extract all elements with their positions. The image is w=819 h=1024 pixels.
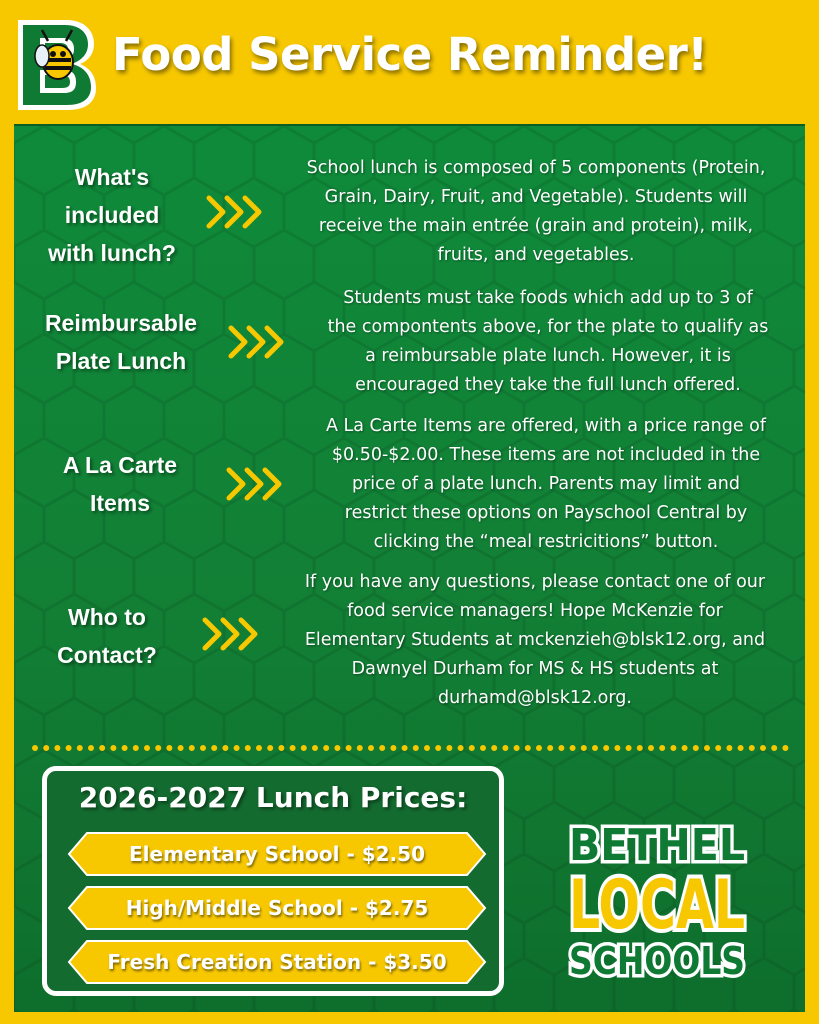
- price-tag-label: High/Middle School - $2.75: [125, 896, 429, 920]
- svg-text:LOCAL: LOCAL: [569, 866, 745, 945]
- lunch-prices-box: [42, 766, 504, 996]
- price-tag-high-middle: [69, 887, 485, 929]
- section-description: Students must take foods which add up to 3 of the compontents above, for the plate to qualify as a reimbursable plate lunch. However, it is encouraged they take the full lunch offered.: [327, 288, 769, 395]
- price-tag-label: Fresh Creation Station - $3.50: [107, 950, 447, 974]
- triple-chevron-right-icon: [206, 194, 268, 230]
- triple-chevron-right-icon: [202, 616, 264, 652]
- price-tag-elementary: [69, 833, 485, 875]
- section-label: A La Carte Items: [62, 452, 178, 516]
- info-panel: [14, 124, 805, 1012]
- triple-chevron-right-icon: [226, 466, 288, 502]
- bethel-bees-b-logo-icon: [14, 16, 98, 114]
- section-description: If you have any questions, please contact one of our food service managers! Hope McKenzie for Elementary Students at mckenzieh@blsk12.org, and Dawnyel Durham for MS & HS students at durhamd@blsk12.org.: [304, 572, 766, 708]
- header: [0, 0, 819, 124]
- section-description: A La Carte Items are offered, with a price range of $0.50-$2.00. These items are not included in the price of a plate lunch. Parents may limit and restrict these options on Payschool Central by clicking the “meal restricitions” button.: [325, 416, 767, 552]
- price-tag-label: Elementary School - $2.50: [129, 842, 425, 866]
- svg-text:BETHEL: BETHEL: [569, 820, 745, 871]
- svg-text:SCHOOLS: SCHOOLS: [569, 939, 745, 983]
- price-tag-fresh-creation: [69, 941, 485, 983]
- prices-title: 2026-2027 Lunch Prices:: [78, 781, 468, 814]
- triple-chevron-right-icon: [228, 324, 290, 360]
- section-label: Reimbursable Plate Lunch: [44, 310, 198, 374]
- section-label: What's included with lunch?: [48, 164, 176, 266]
- section-label: Who to Contact?: [57, 604, 157, 668]
- bethel-local-schools-logo: [562, 816, 752, 986]
- dotted-divider: [30, 743, 790, 753]
- section-description: School lunch is composed of 5 components (Protein, Grain, Dairy, Fruit, and Vegetable). Students will receive the main entrée (grain and protein), milk, fruits, and vegetables.: [306, 158, 766, 265]
- page-title: Food Service Reminder!: [112, 28, 708, 81]
